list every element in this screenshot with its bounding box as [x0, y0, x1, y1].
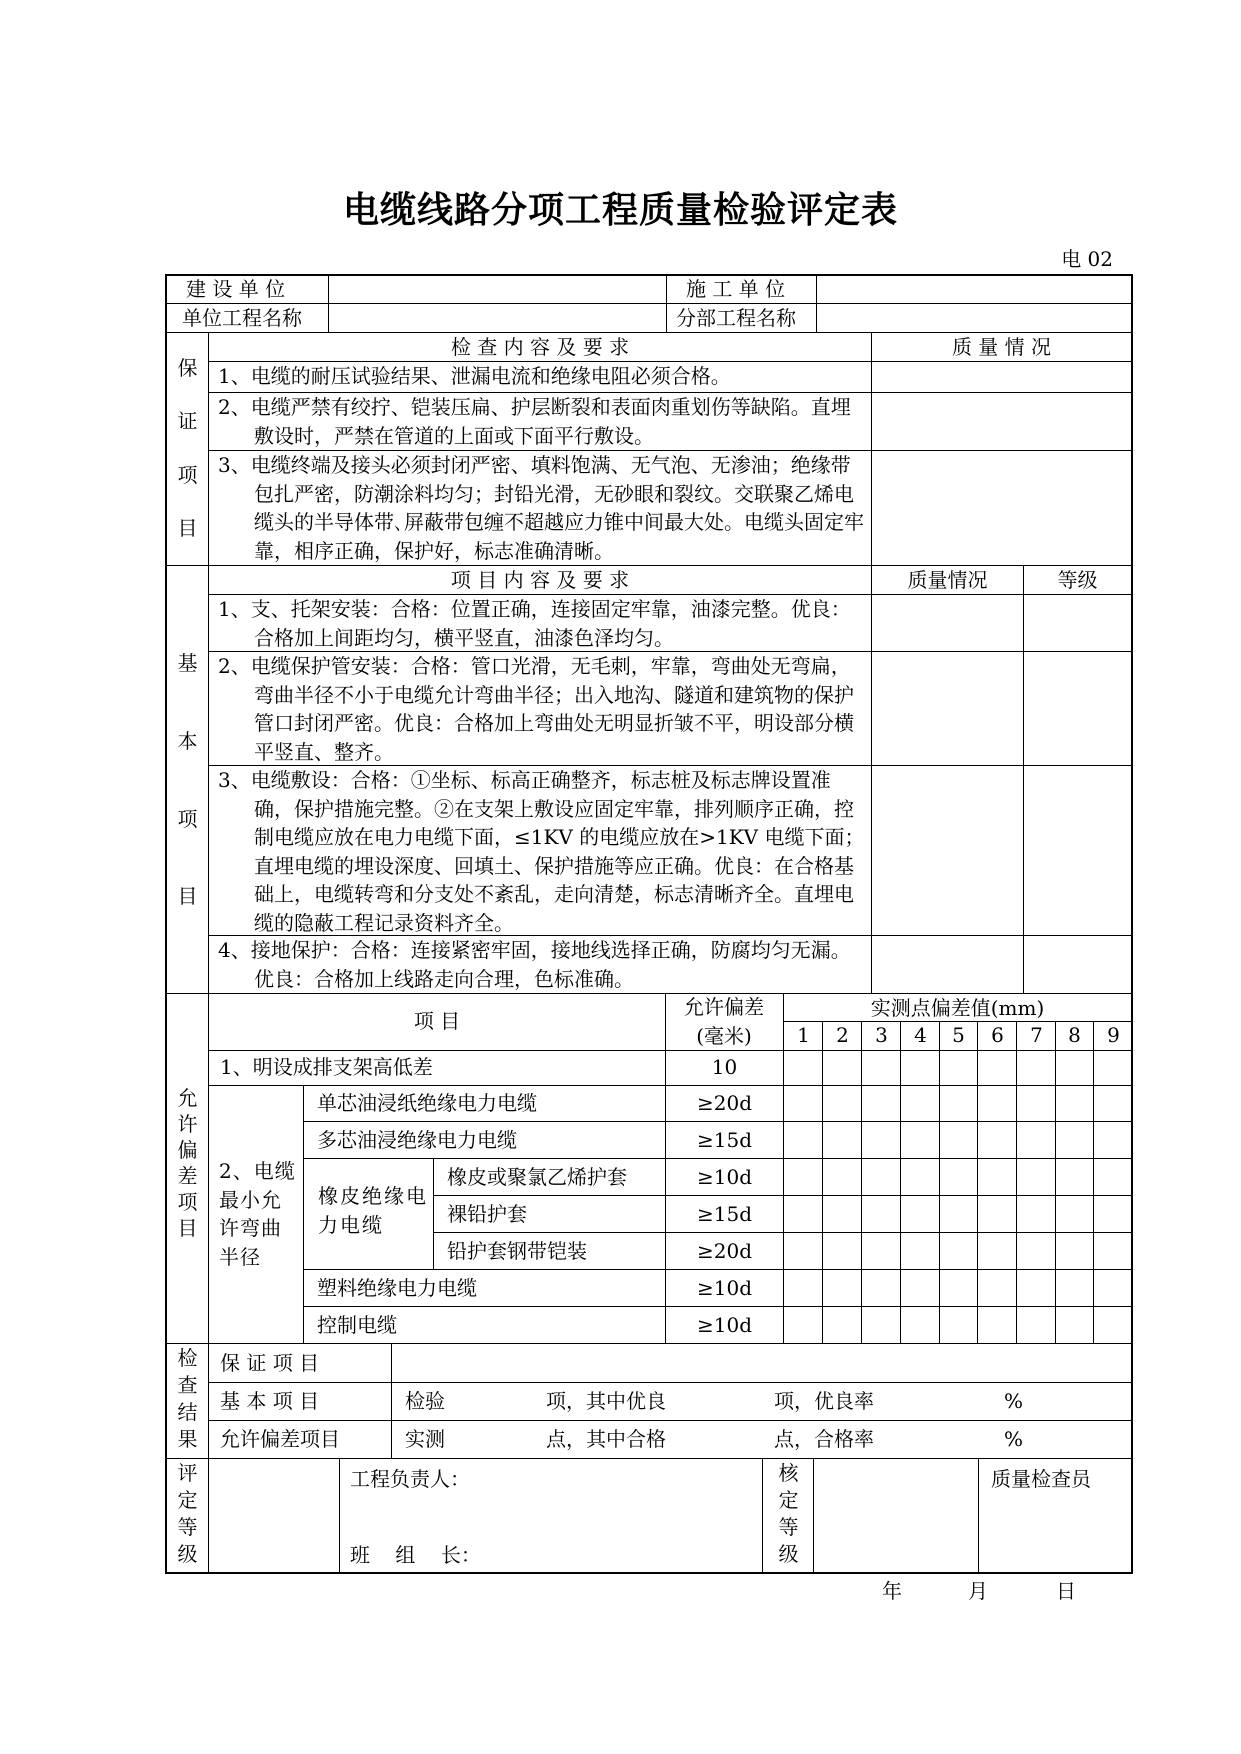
allowance-tolerance-header: 允许偏差(毫米)	[684, 995, 764, 1048]
form-code: 电 02	[1061, 247, 1113, 271]
allow-percent: %	[1004, 1427, 1024, 1451]
allowance-row-value: ≥20d	[696, 1239, 752, 1263]
allowance-row-label: 橡皮或聚氯乙烯护套	[447, 1165, 627, 1189]
basic-item-4: 4、接地保护：合格：连接紧密牢固，接地线选择正确，防腐均匀无漏。优良：合格加上线路走向合理，色标准确。	[218, 938, 851, 991]
inspector-label: 质量检查员	[991, 1467, 1091, 1491]
allowance-row-value: ≥15d	[696, 1128, 752, 1152]
sub-project-label: 分部工程名称	[676, 306, 796, 330]
sub-project-field[interactable]	[818, 305, 1130, 332]
basic-item-3: 3、电缆敷设：合格：①坐标、标高正确整齐，标志桩及标志牌设置准确，保护措施完整。②在支架上敷设应固定牢靠，排列顺序正确，控制电缆应放在电力电缆下面，≤1KV 的电缆应放在>1KV 电缆下面；直埋电缆的埋设深度、回填土、保护措施等应正确。优良：在合格基础上，电缆转弯和分支处不紊乱，走向清楚，标志清晰齐全。直埋电缆的隐蔽工程记录资料齐全。	[218, 768, 865, 935]
guarantee-item-1: 1、电缆的耐压试验结果、泄漏电流和绝缘电阻必须合格。	[218, 364, 731, 388]
basic-rate-label: 项，优良率	[774, 1389, 874, 1413]
allowance-row-label: 裸铅护套	[447, 1202, 527, 1226]
engineer-label: 工程负责人：	[350, 1467, 470, 1491]
allowance-row-label: 铅护套钢带铠装	[447, 1239, 587, 1263]
page-title: 电缆线路分项工程质量检验评定表	[342, 190, 898, 231]
allowance-row-label: 塑料绝缘电力电缆	[317, 1276, 477, 1300]
guarantee-quality-header: 质 量 情 况	[951, 335, 1052, 359]
allowance-row-label: 单芯油浸纸绝缘电力电缆	[317, 1091, 537, 1115]
unit-project-label: 单位工程名称	[182, 306, 302, 330]
basic-item-1: 1、支、托架安装：合格：位置正确，连接固定牢靠，油漆完整。优良：合格加上间距均匀，横平竖直，油漆色泽均匀。	[218, 597, 851, 650]
team-leader-label: 班 组 长：	[350, 1543, 481, 1567]
results-allow-label: 允许偏差项目	[220, 1427, 340, 1451]
guarantee-item-2: 2、电缆严禁有绞拧、铠装压扁、护层断裂和表面肉重划伤等缺陷。直埋敷设时，严禁在管道的上面或下面平行敷设。	[218, 395, 851, 448]
allowance-row-value: ≥15d	[696, 1202, 752, 1226]
guarantee-item-3: 3、电缆终端及接头必须封闭严密、填料饱满、无气泡、无渗油；绝缘带包扎严密，防潮涂料均匀；封铅光滑，无砂眼和裂纹。交联聚乙烯电缆头的半导体带､屏蔽带包缠不超越应力锥中间最大处。电缆头固定牢靠，相序正确，保护好，标志准确清晰。	[218, 453, 864, 563]
allowance-row-value: ≥10d	[696, 1276, 752, 1300]
allowance-row-label: 多芯油浸绝缘电力电缆	[317, 1128, 517, 1152]
allowance-row-1-value: 10	[711, 1055, 738, 1079]
construction-unit-field[interactable]	[330, 276, 664, 303]
builder-unit-field[interactable]	[818, 276, 1130, 303]
year-label: 年	[882, 1579, 902, 1603]
allowance-row-value: ≥10d	[696, 1313, 752, 1337]
basic-grade-header: 等级	[1057, 568, 1098, 592]
allowance-row-1-label: 1、明设成排支架高低差	[220, 1055, 433, 1079]
allowance-item-header: 项 目	[413, 1009, 461, 1033]
allowance-row-value: ≥10d	[696, 1165, 752, 1189]
allow-rate-label: 点，合格率	[774, 1427, 874, 1451]
results-basic-label: 基 本 项 目	[220, 1389, 320, 1413]
bend-radius-group-label: 2、电缆最小允许弯曲半径	[219, 1159, 296, 1269]
allow-check-label: 实测	[405, 1427, 445, 1451]
basic-item-2: 2、电缆保护管安装：合格：管口光滑，无毛刺，牢靠，弯曲处无弯扁，弯曲半径不小于电缆允计弯曲半径；出入地沟、隧道和建筑物的保护管口封闭严密。优良：合格加上弯曲处无明显折皱不平，明设部分横平竖直、整齐。	[218, 654, 854, 764]
basic-percent: %	[1004, 1389, 1024, 1413]
allowance-measured-header: 实测点偏差值(mm)	[870, 996, 1045, 1020]
basic-content-header: 项 目 内 容 及 要 求	[450, 568, 630, 592]
basic-items-label: 项，其中优良	[546, 1389, 666, 1413]
allowance-row-value: ≥20d	[696, 1091, 752, 1115]
unit-project-field[interactable]	[330, 305, 664, 332]
guarantee-content-header: 检 查 内 容 及 要 求	[450, 335, 630, 359]
allowance-row-label: 控制电缆	[317, 1313, 397, 1337]
day-label: 日	[1056, 1579, 1076, 1603]
results-guarantee-label: 保 证 项 目	[220, 1351, 320, 1375]
basic-quality-header: 质量情况	[907, 568, 988, 592]
construction-unit-label: 建 设 单 位	[186, 277, 286, 301]
allow-points-label: 点，其中合格	[546, 1427, 666, 1451]
month-label: 月	[968, 1579, 988, 1603]
basic-check-label: 检验	[405, 1389, 445, 1413]
builder-unit-label: 施 工 单 位	[686, 277, 786, 301]
rubber-cable-label: 橡皮绝缘电力电缆	[318, 1184, 428, 1237]
